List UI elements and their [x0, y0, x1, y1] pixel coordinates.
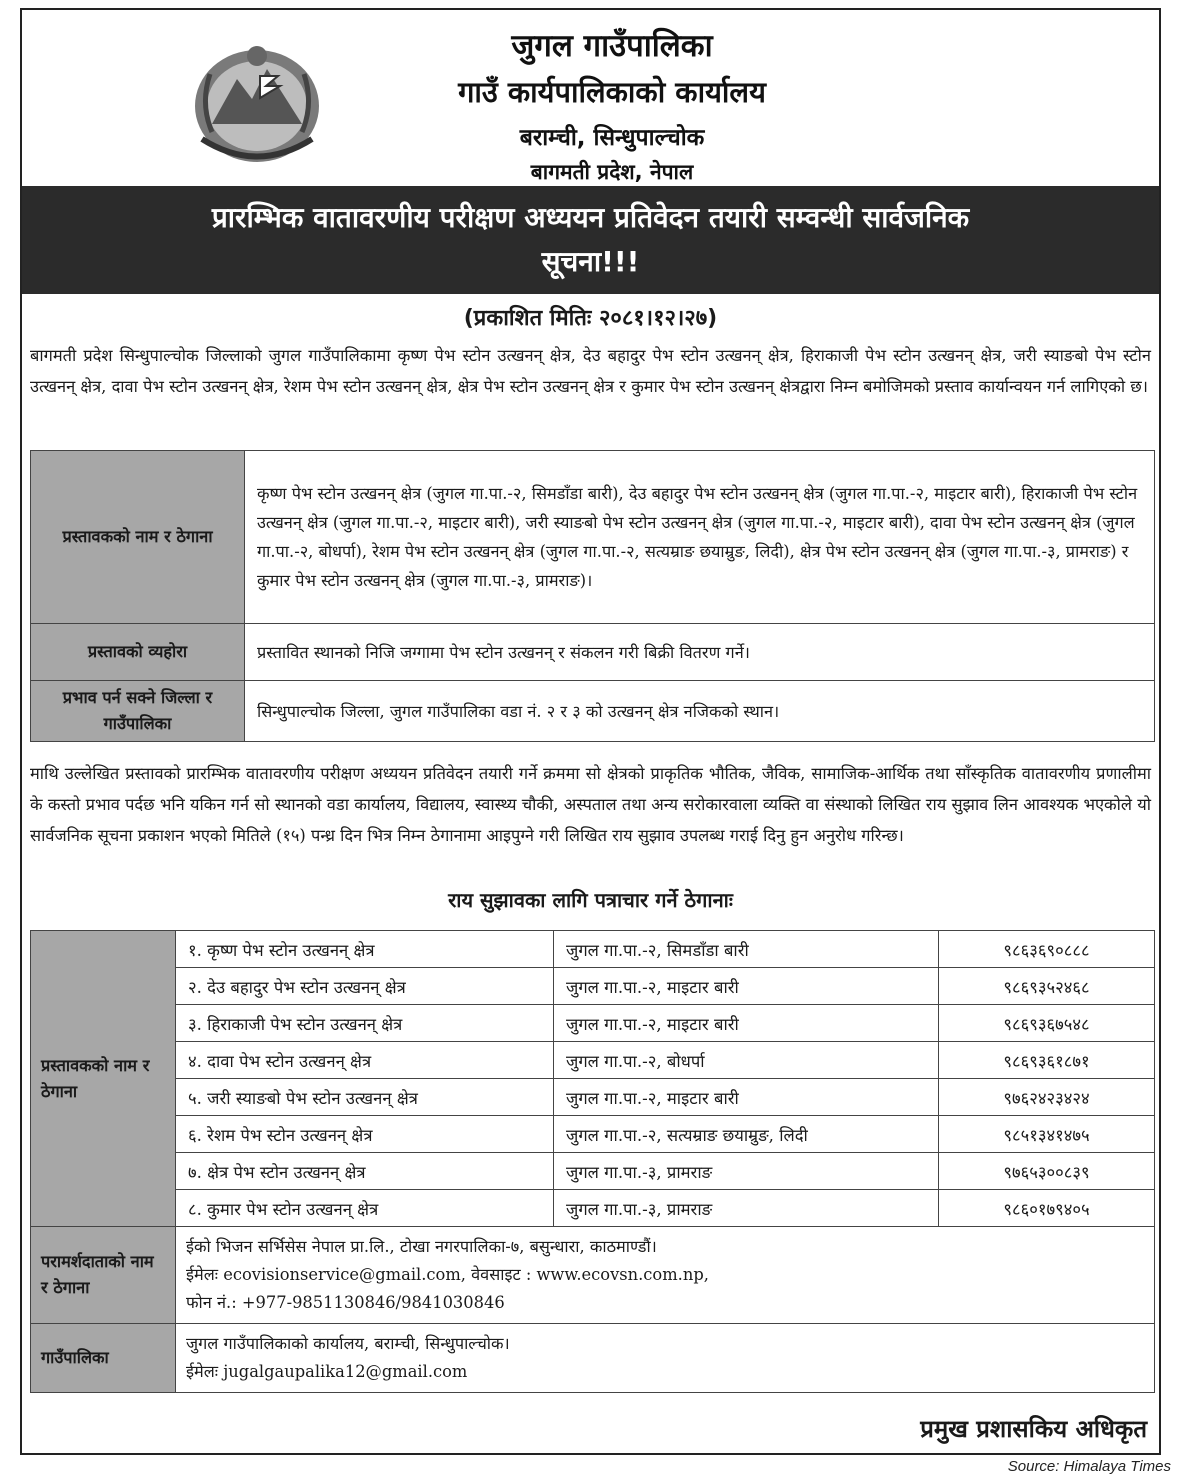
nepal-government-emblem-icon — [182, 34, 332, 174]
proposer-name: ५. जरी स्याङबो पेभ स्टोन उत्खनन् क्षेत्र — [176, 1079, 554, 1116]
proposer-phone: ९८६३६९०८८८ — [939, 931, 1155, 968]
proposer-address: जुगल गा.पा.-२, माइटार बारी — [554, 1079, 939, 1116]
table-row — [31, 931, 1155, 968]
proposer-address: जुगल गा.पा.-३, प्रामराङ — [554, 1190, 939, 1227]
notice-header — [22, 10, 1159, 186]
table-row — [31, 1227, 1155, 1324]
proposer-address: जुगल गा.पा.-२, माइटार बारी — [554, 968, 939, 1005]
table-row — [31, 681, 1155, 742]
intro-paragraph: बागमती प्रदेश सिन्धुपाल्चोक जिल्लाको जुगल गाउँपालिकामा कृष्ण पेभ स्टोन उत्खनन् क्षेत्र, देउ बहादुर पेभ स्टोन उत्खनन् क्षेत्र, हिराकाजी पेभ स्टोन उत्खनन् क्षेत्र, जरी स्याङबो पेभ स्टोन उत्खनन् क्षेत्र, दावा पेभ स्टोन उत्खनन् क्षेत्र, रेशम पेभ स्टोन उत्खनन् क्षेत्र, क्षेत्र पेभ स्टोन उत्खनन् क्षेत्र र कुमार पेभ स्टोन उत्खनन् क्षेत्रद्वारा निम्न बमोजिमको प्रस्ताव कार्यान्वयन गर्न लागिएको छ। — [30, 346, 1151, 396]
consultant-label: परामर्शदाताको नाम र ठेगाना — [31, 1227, 176, 1324]
office-name: गाउँ कार्यपालिकाको कार्यालय — [458, 75, 766, 109]
proposer-name: ३. हिराकाजी पेभ स्टोन उत्खनन् क्षेत्र — [176, 1005, 554, 1042]
province-country: बागमती प्रदेश, नेपाल — [530, 160, 694, 184]
proposal-purpose-label: प्रस्तावको व्यहोरा — [31, 624, 245, 681]
notice-title-banner — [22, 186, 1159, 294]
office-location: बराम्ची, सिन्धुपाल्चोक — [519, 125, 705, 151]
table-row — [31, 1116, 1155, 1153]
contact-heading: राय सुझावका लागि पत्राचार गर्ने ठेगानाः — [448, 888, 733, 912]
proposer-name: ४. दावा पेभ स्टोन उत्खनन् क्षेत्र — [176, 1042, 554, 1079]
proposer-phone: ९८६०१७९४०५ — [939, 1190, 1155, 1227]
proposer-name: ६. रेशम पेभ स्टोन उत्खनन् क्षेत्र — [176, 1116, 554, 1153]
municipality-details — [176, 1324, 1155, 1393]
table-row — [31, 968, 1155, 1005]
signatory-title: प्रमुख प्रशासकिय अधिकृत — [920, 1415, 1147, 1443]
municipality-email: ईमेलः jugalgaupalika12@gmail.com — [186, 1362, 468, 1381]
publication-date: (प्रकाशित मितिः २०८१।१२।२७) — [463, 306, 718, 331]
proposer-phone: ९७६२४२३४२४ — [939, 1079, 1155, 1116]
proposer-phone: ९८६९३५२४६८ — [939, 968, 1155, 1005]
table-row — [31, 1005, 1155, 1042]
table-row — [31, 1079, 1155, 1116]
proposer-label: प्रस्तावकको नाम र ठेगाना — [31, 451, 245, 624]
municipality-label: गाउँपालिका — [31, 1324, 176, 1393]
table-row — [31, 624, 1155, 681]
consultant-email-website: ईमेलः ecovisionservice@gmail.com, वेवसाइट : www.ecovsn.com.np, — [186, 1265, 709, 1284]
proposer-phone: ९८५१३४१४७५ — [939, 1116, 1155, 1153]
proposer-address: जुगल गा.पा.-२, बोधर्पा — [554, 1042, 939, 1079]
proposer-name: ८. कुमार पेभ स्टोन उत्खनन् क्षेत्र — [176, 1190, 554, 1227]
proposer-name: ७. क्षेत्र पेभ स्टोन उत्खनन् क्षेत्र — [176, 1153, 554, 1190]
proposer-phone: ९८६९३६७५४८ — [939, 1005, 1155, 1042]
municipality-address: जुगल गाउँपालिकाको कार्यालय, बराम्ची, सिन्धुपाल्चोक। — [186, 1334, 510, 1353]
proposer-address: जुगल गा.पा.-२, सत्यम्राङ छयाम्रुङ, लिदी — [554, 1116, 939, 1153]
table-row — [31, 1153, 1155, 1190]
proposer-value: कृष्ण पेभ स्टोन उत्खनन् क्षेत्र (जुगल गा.पा.-२, सिमडाँडा बारी), देउ बहादुर पेभ स्टोन उत्खनन् क्षेत्र (जुगल गा.पा.-२, माइटार बारी), हिराकाजी पेभ स्टोन उत्खनन् क्षेत्र (जुगल गा.पा.-२, माइटार बारी), जरी स्याङबो पेभ स्टोन उत्खनन् क्षेत्र (जुगल गा.पा.-२, माइटार बारी), दावा पेभ स्टोन उत्खनन् क्षेत्र (जुगल गा.पा.-२, बोधर्पा), रेशम पेभ स्टोन उत्खनन् क्षेत्र (जुगल गा.पा.-२, सत्यम्राङ छयाम्रुङ, लिदी), क्षेत्र पेभ स्टोन उत्खनन् क्षेत्र (जुगल गा.पा.-३, प्रामराङ) र कुमार पेभ स्टोन उत्खनन् क्षेत्र (जुगल गा.पा.-३, प्रामराङ)। — [245, 451, 1155, 624]
table-row — [31, 451, 1155, 624]
proposer-name: १. कृष्ण पेभ स्टोन उत्खनन् क्षेत्र — [176, 931, 554, 968]
source-credit: Source: Himalaya Times — [1007, 1458, 1171, 1475]
proposer-address: जुगल गा.पा.-३, प्रामराङ — [554, 1153, 939, 1190]
proposer-address: जुगल गा.पा.-२, माइटार बारी — [554, 1005, 939, 1042]
table-row — [31, 1042, 1155, 1079]
affected-area-label: प्रभाव पर्न सक्ने जिल्ला र गाउँपालिका — [31, 681, 245, 742]
proposal-info-table — [30, 450, 1155, 742]
proposer-contact-label: प्रस्तावकको नाम र ठेगाना — [31, 931, 176, 1227]
public-notice — [20, 8, 1161, 1455]
proposal-purpose-value: प्रस्तावित स्थानको निजि जग्गामा पेभ स्टोन उत्खनन् र संकलन गरी बिक्री वितरण गर्ने। — [245, 624, 1155, 681]
proposer-address: जुगल गा.पा.-२, सिमडाँडा बारी — [554, 931, 939, 968]
consultant-details — [176, 1227, 1155, 1324]
proposer-phone: ९७६५३००८३९ — [939, 1153, 1155, 1190]
proposer-name: २. देउ बहादुर पेभ स्टोन उत्खनन् क्षेत्र — [176, 968, 554, 1005]
contact-table — [30, 930, 1155, 1393]
notice-title-line-1: प्रारम्भिक वातावरणीय परीक्षण अध्ययन प्रतिवेदन तयारी सम्वन्धी सार्वजनिक — [211, 201, 970, 234]
table-row — [31, 1324, 1155, 1393]
request-paragraph: माथि उल्लेखित प्रस्तावको प्रारम्भिक वातावरणीय परीक्षण अध्ययन प्रतिवेदन तयारी गर्ने क्रममा सो क्षेत्रको प्राकृतिक भौतिक, जैविक, सामाजिक-आर्थिक तथा साँस्कृतिक वातावरणीय प्रणालीमा के कस्तो प्रभाव पर्दछ भनि यकिन गर्न सो स्थानको वडा कार्यालय, विद्यालय, स्वास्थ्य चौकी, अस्पताल तथा अन्य सरोकारवाला व्यक्ति वा संस्थाको लिखित राय सुझाव लिन आवश्यक भएकोले यो सार्वजनिक सूचना प्रकाशन भएको मितिले (१५) पन्ध्र दिन भित्र निम्न ठेगानामा आइपुग्ने गरी लिखित राय सुझाव उपलब्ध गराई दिनु हुन अनुरोध गरिन्छ। — [30, 764, 1151, 845]
table-row — [31, 1190, 1155, 1227]
proposer-phone: ९८६९३६१८७१ — [939, 1042, 1155, 1079]
consultant-address: ईको भिजन सर्भिसेस नेपाल प्रा.लि., टोखा नगरपालिका-७, बसुन्धारा, काठमाण्डौं। — [186, 1237, 657, 1256]
affected-area-value: सिन्धुपाल्चोक जिल्ला, जुगल गाउँपालिका वडा नं. २ र ३ को उत्खनन् क्षेत्र नजिकको स्थान। — [245, 681, 1155, 742]
municipality-name: जुगल गाउँपालिका — [511, 28, 713, 64]
notice-title-line-2: सूचना!!! — [541, 245, 640, 278]
consultant-phone: फोन नं.: +977-9851130846/9841030846 — [186, 1293, 505, 1312]
